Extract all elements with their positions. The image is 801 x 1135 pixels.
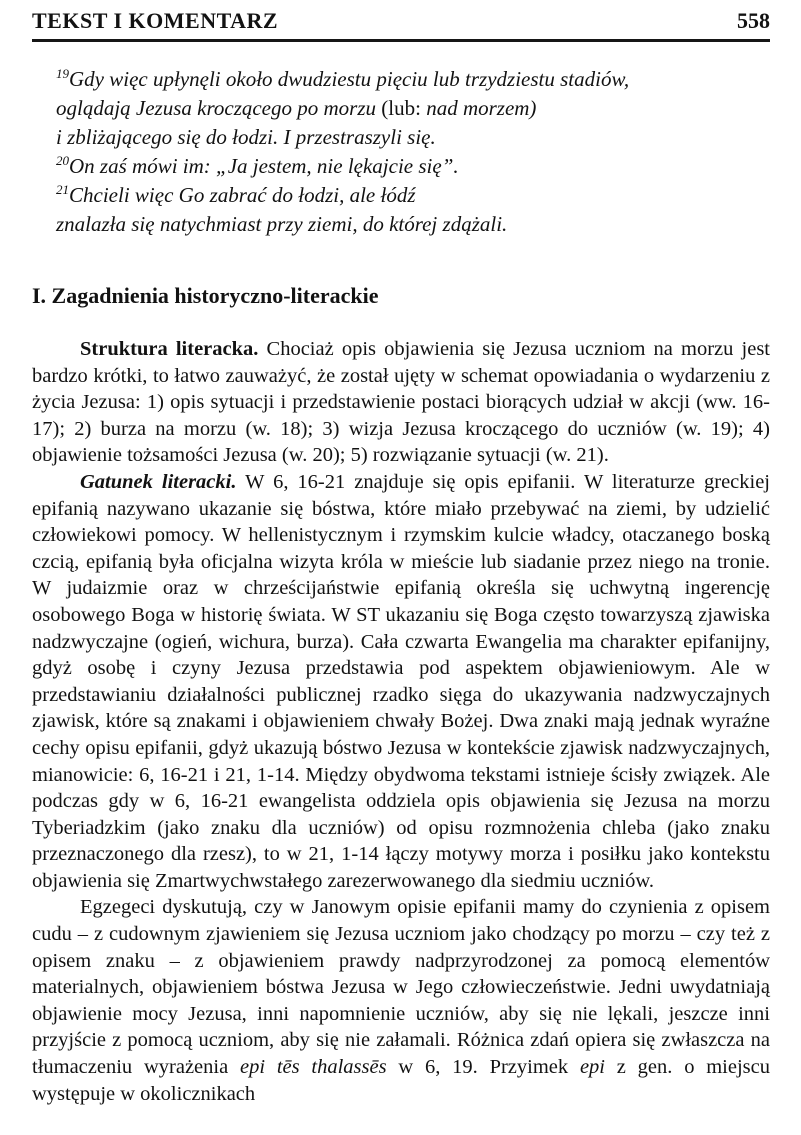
- text-segment: oglądają Jezusa kroczącego po morzu: [56, 96, 382, 120]
- quote-line: [56, 94, 770, 123]
- page-number: 558: [737, 8, 770, 33]
- text-segment: W 6, 16-21 znajduje się opis epifanii. W literaturze greckiej epifanią nazywano ukazanie się bóstwa, które miało przebywać na ziemi, by udzielić człowiekowi pomocy. W hellenistycznym i rzymskim kulcie władcy, otaczanego boską czcią, epifanią była oficjalna wizyta króla w mieście lub siadanie przez niego na tronie. W judaizmie oraz w chrześcijaństwie epifanią określa się uchwytną ingerencję osobowego Boga w historię świata. W ST ukazaniu się Boga często towarzyszą zjawiska nadzwyczajne (ogień, wichura, burza). Cała czwarta Ewangelia ma charakter epifanijny, gdyż osobę i czyny Jezusa przedstawia pod aspektem objawieniowym. Ale w przedstawianiu działalności publicznej rzadko sięga do ukazywania nadzwyczajnych zjawisk, które są znakami i objawieniem chwały Bożej. Dwa znaki mają jednak wyraźne cechy opisu epifanii, gdyż ukazują bóstwo Jezusa w kontekście zjawisk nadzwyczajnych, mianowicie: 6, 16-21 i 21, 1-14. Między obydwoma tekstami istnieje ścisły związek. Ale podczas gdy w 6, 16-21 ewangelista oddziela opis objawienia się Jezusa na morzu Tyberiadzkim (jako znaku dla uczniów) od opisu rozmnożenia chleba (jako znaku przeznaczonego dla rzesz), to w 21, 1-14 łączy motywy morza i posiłku jako kontekstu objawienia się Zmartwychwstałego zarezerwowanego dla siedmiu uczniów.: [32, 470, 771, 892]
- text-segment: Gatunek literacki.: [80, 470, 237, 493]
- commentary-body: [32, 336, 770, 1107]
- text-segment: epi: [579, 1056, 605, 1079]
- quote-line: [56, 210, 770, 239]
- verse-number: 20: [56, 153, 70, 168]
- paragraph: [32, 336, 770, 469]
- text-segment: (lub:: [381, 96, 421, 120]
- paragraph: [32, 469, 770, 895]
- verse-number: 21: [56, 182, 70, 197]
- text-segment: znalazła się natychmiast przy ziemi, do której zdążali.: [56, 212, 508, 236]
- running-head: [32, 8, 770, 42]
- quote-line: [56, 152, 770, 181]
- text-segment: i zbliżającego się do łodzi. I przestraszyli się.: [56, 125, 436, 149]
- quote-line: [56, 65, 770, 94]
- quote-line: [56, 123, 770, 152]
- text-segment: epi tēs thalassēs: [240, 1056, 387, 1079]
- text-segment: Egzegeci dyskutują, czy w Janowym opisie epifanii mamy do czynienia z opisem cudu – z cudownym zjawieniem się Jezusa uczniom jako chodzący po morzu – czy też z opisem znaku – z objawieniem prawdy nadprzyrodzonej za pomocą elementów materialnych, objawieniem bóstwa Jezusa w Jego człowieczeństwie. Jedni uwydatniają objawienie mocy Jezusa, inni napomnienie uczniów, aby się nie lękali, jeszcze inni przyjście z pomocą uczniom, aby się nie załamali. Różnica zdań opiera się zwłaszcza na tłumaczeniu wyrażenia: [32, 896, 770, 1079]
- text-segment: z gen. o miejscu występuje w okolicznikach: [32, 1056, 770, 1105]
- quote-line: [56, 181, 770, 210]
- paragraph: [32, 894, 770, 1107]
- text-segment: nad morzem): [420, 96, 537, 120]
- section-heading: I. Zagadnienia historyczno-literackie: [32, 283, 379, 308]
- text-segment: Chociaż opis objawienia się Jezusa uczniom na morzu jest bardzo krótki, to łatwo zauważyć, że został ujęty w schemat opowiadania o wydarzeniu z życia Jezusa: 1) opis sytuacji i przedstawienie postaci biorących udział w akcji (ww. 16-17); 2) burza na morzu (w. 18); 3) wizja Jezusa kroczącego do uczniów (w. 19); 4) objawienie tożsamości Jezusa (w. 20); 5) rozwiązanie sytuacji (w. 21).: [32, 338, 770, 467]
- text-segment: Struktura literacka.: [80, 338, 259, 360]
- text-segment: w 6, 19. Przyimek: [386, 1056, 580, 1079]
- text-segment: Chcieli więc Go zabrać do łodzi, ale łódź: [69, 183, 416, 207]
- verse-number: 19: [56, 66, 70, 81]
- running-head-title: TEKST I KOMENTARZ: [32, 8, 279, 33]
- text-segment: Gdy więc upłynęli około dwudziestu pięciu lub trzydziestu stadiów,: [69, 67, 630, 91]
- scripture-quote-block: [56, 65, 770, 239]
- text-segment: On zaś mówi im: „Ja jestem, nie lękajcie się”.: [69, 154, 459, 178]
